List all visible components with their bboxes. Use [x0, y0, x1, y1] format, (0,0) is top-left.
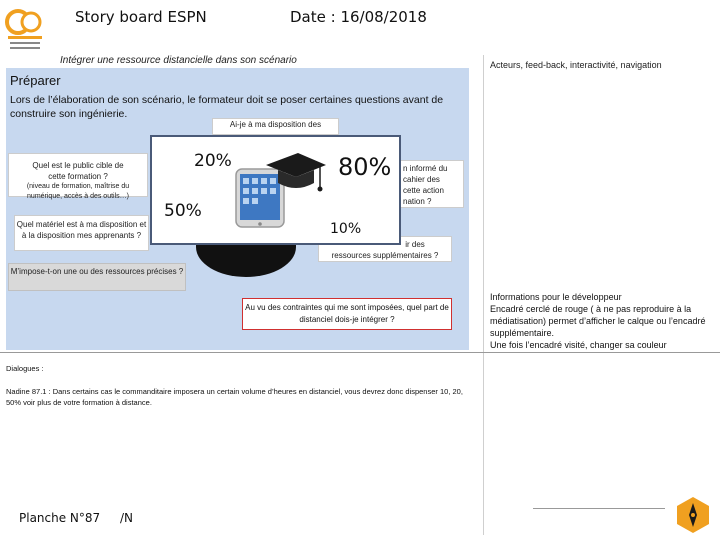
question-resources[interactable]: Ai-je à ma disposition des	[212, 118, 339, 135]
question-supplementary[interactable]: ir des ressources supplémentaires ?	[318, 236, 452, 262]
developer-info	[490, 291, 718, 351]
storyboard-subtitle: Intégrer une ressource distancielle dans son scénario	[60, 55, 297, 66]
graduation-cap-icon	[264, 147, 328, 203]
question-public[interactable]	[8, 153, 148, 200]
question-public-label: Quel est le public cible de cette formation ?	[32, 161, 124, 181]
question-impose[interactable]: M’impose-t-on une ou des ressources précises ?	[8, 263, 186, 291]
percent-10: 10%	[330, 221, 362, 237]
percent-80: 80%	[338, 153, 392, 181]
storyboard-date: Date : 16/08/2018	[290, 8, 427, 26]
cap-logo	[4, 4, 48, 54]
developer-info-visited: Une fois l’encadré visité, changer sa couleur	[490, 340, 667, 350]
slide-heading: Préparer	[10, 73, 61, 88]
slide-total: /N	[120, 511, 134, 525]
compass-icon[interactable]	[676, 496, 710, 534]
developer-info-detail: Encadré cerclé de rouge ( à ne pas reproduire à la médiatisation) permet d’afficher le calque ou l’encadré supplémentaire.	[490, 304, 706, 338]
question-public-detail: (niveau de formation, maîtrise du numérique, accès à des outils…)	[26, 183, 130, 200]
dialogue-title: Dialogues :	[6, 364, 44, 373]
question-informed[interactable]: n informé du cahier des cette action nation ?	[400, 160, 464, 208]
question-materiel[interactable]: Quel matériel est à ma disposition et à la disposition mes apprenants ?	[14, 215, 149, 251]
developer-info-title: Informations pour le développeur	[490, 292, 622, 302]
dialogue-section	[0, 352, 720, 541]
storyboard-title: Story board ESPN	[75, 8, 207, 26]
percent-20: 20%	[194, 151, 232, 171]
slide-number: Planche N°87	[19, 511, 101, 525]
distance-share-popup	[150, 135, 401, 245]
percent-50: 50%	[164, 201, 202, 221]
slide-intro: Lors de l’élaboration de son scénario, le formateur doit se poser certaines questions avant de construire son ingénierie.	[10, 94, 444, 120]
right-column-header: Acteurs, feed-back, interactivité, navigation	[490, 60, 662, 70]
question-constraints[interactable]: Au vu des contraintes qui me sont imposées, quel part de distanciel dois-je intégrer ?	[242, 298, 452, 330]
footer-line	[533, 508, 665, 509]
dialogue-text: Nadine 87.1 : Dans certains cas le commanditaire imposera un certain volume d’heures en distanciel, vous devrez donc dispenser 10, 20, 50% voir plus de votre formation à distance.	[6, 387, 463, 407]
